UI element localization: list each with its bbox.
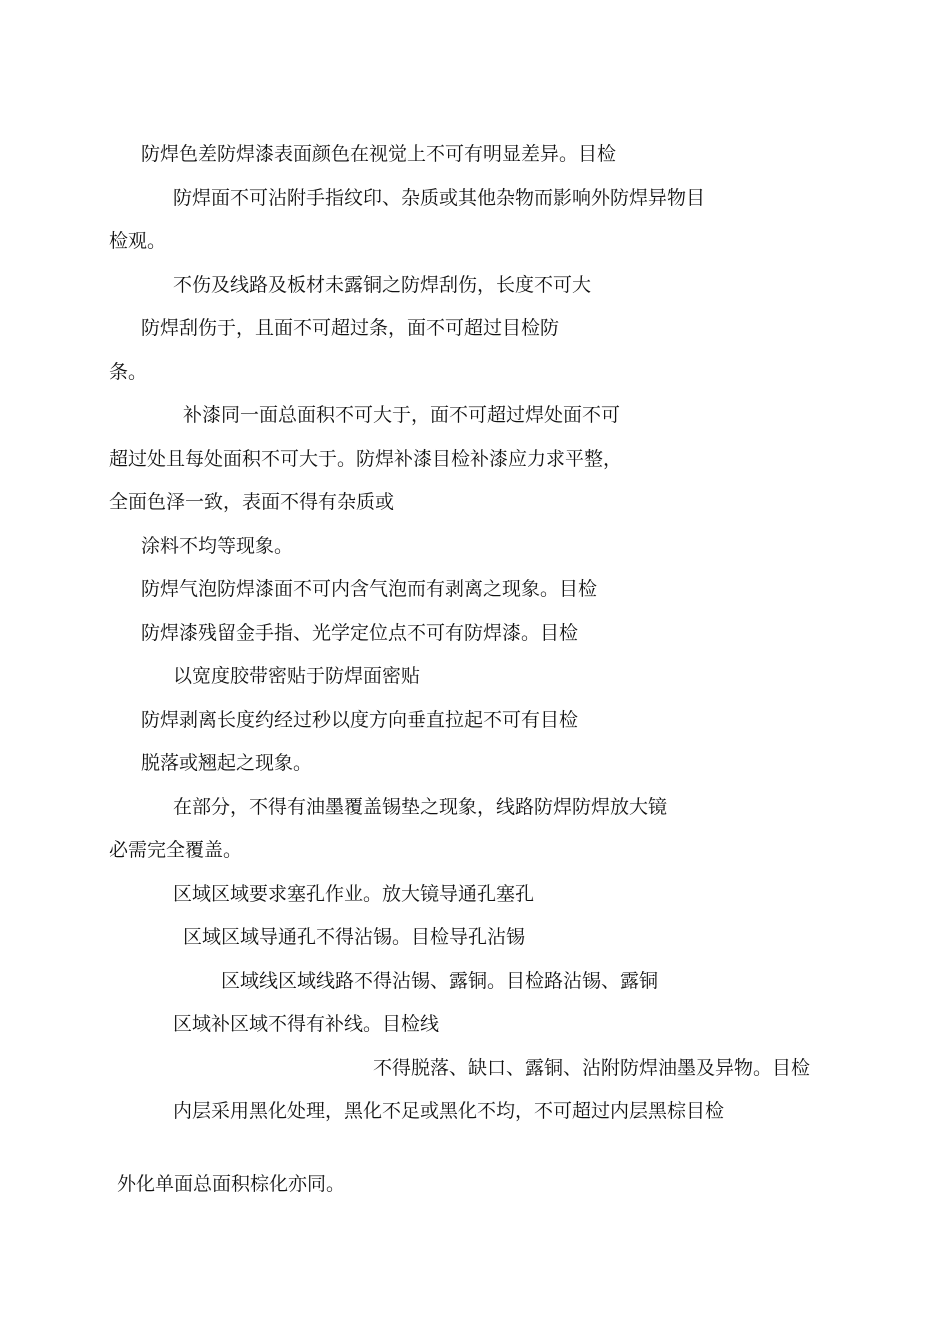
text-line-touchup-rule: 超过处且每处面积不可大于。防焊补漆目检补漆应力求平整， [109,448,623,470]
text-line-touchup-color: 全面色泽一致，表面不得有杂质或 [109,491,395,513]
text-line-plug-hole: 区域区域要求塞孔作业。放大镜导通孔塞孔 [173,883,535,905]
text-line-solder-color-diff: 防焊色差防焊漆表面颜色在视觉上不可有明显差异。目检 [141,143,617,165]
text-line-ink-pad: 在部分，不得有油墨覆盖锡垫之现象，线路防焊防焊放大镜 [173,796,668,818]
text-line-via-tin: 区域区域导通孔不得沾锡。目检导孔沾锡 [183,926,526,948]
text-line-tape-test: 以宽度胶带密贴于防焊面密贴 [173,665,421,687]
text-line-ink-pad-cont: 必需完全覆盖。 [109,839,243,861]
text-line-solder-foreign-matter: 防焊面不可沾附手指纹印、杂质或其他杂物而影响外防焊异物目 [173,187,706,209]
text-line-solder-peel-cont: 脱落或翘起之现象。 [141,752,313,774]
text-line-solder-residue: 防焊漆残留金手指、光学定位点不可有防焊漆。目检 [141,622,579,644]
text-line-solder-scratch: 防焊刮伤于，且面不可超过条，面不可超过目检防 [141,317,560,339]
text-line-solder-peel: 防焊剥离长度约经过秒以度方向垂直拉起不可有目检 [141,709,579,731]
text-line-solder-foreign-matter-cont: 检观。 [109,230,167,252]
text-line-solder-scratch-cont: 条。 [109,361,148,383]
text-line-brown-oxide: 外化单面总面积棕化亦同。 [117,1173,346,1195]
text-line-solder-bubble: 防焊气泡防焊漆面不可内含气泡而有剥离之现象。目检 [141,578,598,600]
text-line-touchup-area: 补漆同一面总面积不可大于，面不可超过焊处面不可 [183,404,621,426]
text-line-trace-defects: 不得脱落、缺口、露铜、沾附防焊油墨及异物。目检 [373,1057,811,1079]
text-line-scratch-condition: 不伤及线路及板材未露铜之防焊刮伤，长度不可大 [173,274,592,296]
text-line-trace-tin-copper: 区域线区域线路不得沾锡、露铜。目检路沾锡、露铜 [221,970,659,992]
text-line-repair-trace: 区域补区域不得有补线。目检线 [173,1013,440,1035]
text-line-touchup-uneven: 涂料不均等现象。 [141,535,294,557]
text-line-inner-blackening: 内层采用黑化处理，黑化不足或黑化不均，不可超过内层黑棕目检 [173,1100,725,1122]
